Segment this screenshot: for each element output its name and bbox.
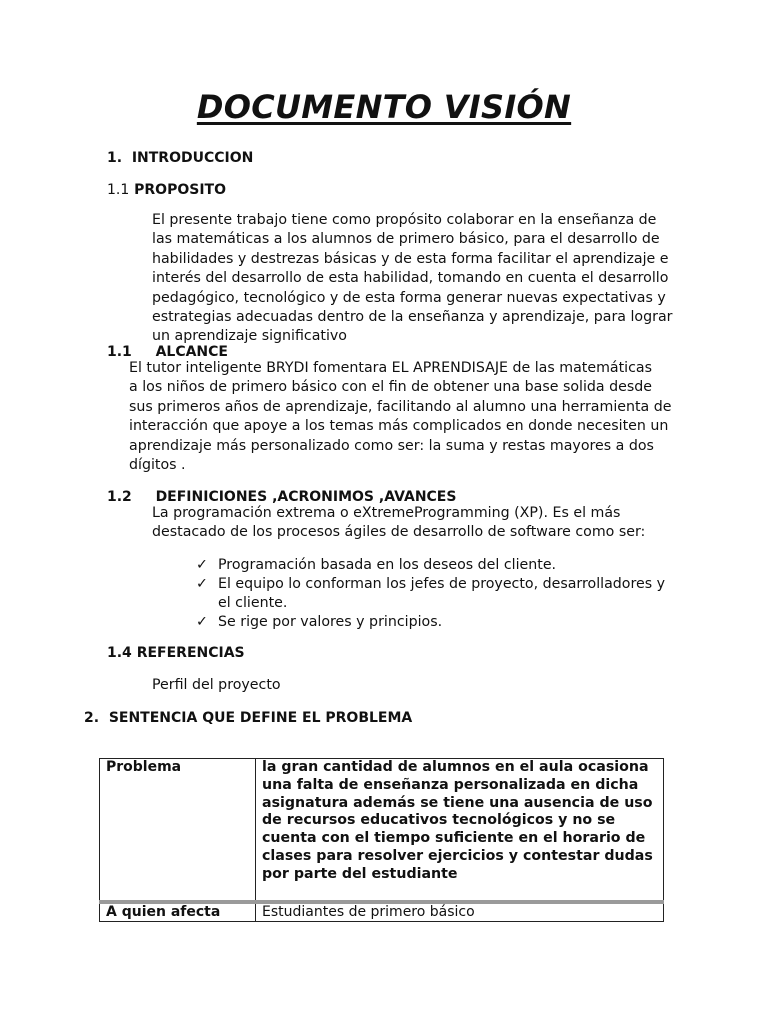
section-number: 1.4 <box>107 645 132 661</box>
section-title: SENTENCIA QUE DEFINE EL PROBLEMA <box>108 710 413 726</box>
referencias-heading <box>107 645 245 661</box>
section-title: DEFINICIONES ,ACRONIMOS ,AVANCES <box>155 489 457 505</box>
section-number: 2. <box>84 710 100 726</box>
checkmark-icon: ✓ <box>196 557 208 573</box>
paragraph-line: destacado de los procesos ágiles de desarrollo de software como ser: <box>152 524 646 541</box>
section-title: INTRODUCCION <box>131 150 254 166</box>
paragraph-line: aprendizaje más personalizado como ser: la suma y restas mayores a dos <box>129 437 654 454</box>
definiciones-heading <box>107 489 456 505</box>
paragraph-line: habilidades y destrezas básicas y de esta forma facilitar el aprendizaje e <box>152 250 669 267</box>
list-item: ✓ Programación basada en los deseos del cliente. <box>196 557 557 573</box>
section-2-heading <box>84 710 412 726</box>
paragraph-line: La programación extrema o eXtremeProgramming (XP). Es el más <box>152 505 621 521</box>
section-title: ALCANCE <box>155 344 228 360</box>
problem-table <box>99 758 664 922</box>
section-title: REFERENCIAS <box>136 645 245 661</box>
section-number: 1. <box>107 150 123 166</box>
proposito-paragraph <box>152 211 672 347</box>
section-number: 1.1 <box>107 182 130 198</box>
paragraph-line: sus primeros años de aprendizaje, facilitando al alumno una herramienta de <box>129 398 672 415</box>
row-content: Estudiantes de primero básico <box>256 902 664 922</box>
row-label: Problema <box>100 759 256 902</box>
table-row <box>100 759 664 902</box>
document-title: DOCUMENTO VISIÓN <box>196 88 572 126</box>
definiciones-paragraph <box>152 504 645 543</box>
section-number: 1.1 <box>107 344 132 360</box>
section-title: PROPOSITO <box>134 182 226 198</box>
row-content: la gran cantidad de alumnos en el aula ocasiona una falta de enseñanza personalizada en dicha asignatura además se tiene una ausencia de uso de recursos educativos tecnológicos y no se cuenta con el tiempo suficiente en el horario de clases para resolver ejercicios y contestar dudas por parte del estudiante <box>256 759 664 902</box>
alcance-paragraph <box>129 359 671 475</box>
definiciones-bullet-list <box>196 556 665 632</box>
paragraph-line: a los niños de primero básico con el fin de obtener una base solida desde <box>129 379 652 396</box>
list-item: ✓ El equipo lo conforman los jefes de proyecto, desarrolladores y <box>196 576 666 592</box>
table-row <box>100 902 664 922</box>
paragraph-line: El tutor inteligente BRYDI fomentara EL APRENDISAJE de las matemáticas <box>129 360 652 376</box>
list-item-continuation: el cliente. <box>218 595 288 611</box>
section-1-heading <box>107 150 253 166</box>
alcance-heading <box>107 344 228 360</box>
paragraph-line: pedagógico, tecnológico y de esta forma generar nuevas expectativas y <box>152 289 666 306</box>
checkmark-icon: ✓ <box>196 614 208 630</box>
paragraph-line: estrategias adecuadas dentro de la enseñanza y aprendizaje, para lograr <box>152 309 673 326</box>
paragraph-line: dígitos . <box>129 457 186 474</box>
list-item: ✓ Se rige por valores y principios. <box>196 614 443 630</box>
paragraph-line: interés del desarrollo de esta habilidad, tomando en cuenta el desarrollo <box>152 270 669 287</box>
proposito-heading <box>107 182 226 198</box>
paragraph-line: interacción que apoye a los temas más complicados en donde necesiten un <box>129 418 669 435</box>
paragraph-line: las matemáticas a los alumnos de primero básico, para el desarrollo de <box>152 231 660 248</box>
paragraph-line: un aprendizaje significativo <box>152 328 347 345</box>
section-number: 1.2 <box>107 489 132 505</box>
checkmark-icon: ✓ <box>196 576 208 592</box>
referencias-text: Perfil del proyecto <box>152 677 281 693</box>
row-label: A quien afecta <box>100 902 256 922</box>
paragraph-line: El presente trabajo tiene como propósito colaborar en la enseñanza de <box>152 212 657 228</box>
